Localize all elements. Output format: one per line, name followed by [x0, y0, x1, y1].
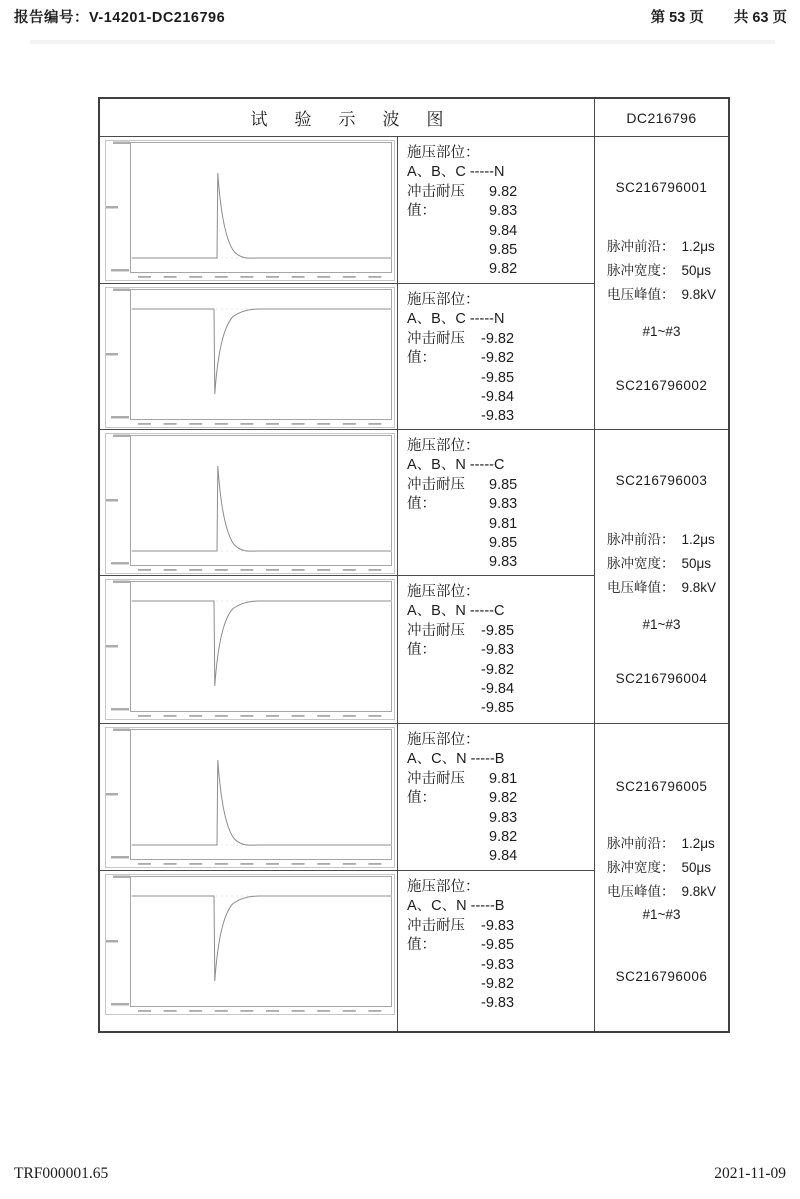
applied-terminals: A、B、C -----N	[407, 311, 505, 328]
applied-terminals: A、B、C -----N	[407, 164, 505, 181]
table-title: 试验示波图	[250, 110, 471, 129]
impulse-values	[481, 330, 515, 427]
table-title-cell	[100, 99, 594, 137]
oscillogram-waveform-3	[105, 433, 395, 574]
impulse-value: -9.85	[481, 622, 515, 639]
pulse-width-value: 50μs	[681, 860, 712, 875]
impulse-values	[489, 476, 517, 573]
pulse-width-value: 50μs	[681, 556, 712, 571]
report-number: 报告编号：V-14201-DC216796	[14, 10, 226, 26]
pulse-front-label: 脉冲前沿：	[607, 532, 675, 547]
impulse-value: 9.82	[489, 183, 518, 200]
voltage-peak-value: 9.8kV	[681, 884, 717, 899]
pulse-front-value: 1.2μs	[681, 239, 715, 254]
applied-label: 施压部位：	[407, 732, 480, 748]
page-current: 第 53 页	[650, 10, 704, 26]
oscillogram-cell-4	[100, 576, 397, 724]
impulse-value: -9.85	[481, 700, 515, 717]
oscillogram-id-top: SC216796001	[615, 180, 708, 195]
pulse-front-value: 1.2μs	[681, 836, 715, 851]
applied-terminals: A、C、N -----B	[407, 898, 505, 915]
impulse-value: 9.83	[489, 809, 518, 826]
oscillogram-waveform-4	[105, 579, 395, 720]
impulse-value: -9.82	[481, 330, 515, 347]
voltage-peak-label: 电压峰值：	[607, 287, 675, 302]
impulse-value: -9.82	[481, 975, 515, 992]
impulse-values-label: 冲击耐压值：	[407, 183, 465, 220]
unit-group: #1~#3	[642, 907, 681, 922]
footer-doc-code: TRF000001.65	[14, 1165, 109, 1182]
impulse-value: -9.84	[481, 680, 515, 697]
impulse-value: -9.84	[481, 388, 515, 405]
impulse-value: 9.82	[489, 790, 518, 807]
page-indicator	[651, 6, 787, 27]
pulse-width-label: 脉冲宽度：	[607, 556, 675, 571]
applied-terminals: A、C、N -----B	[407, 751, 505, 768]
footer-date: 2021-11-09	[714, 1165, 786, 1182]
impulse-value: 9.83	[489, 554, 518, 571]
impulse-value: -9.85	[481, 937, 515, 954]
doc-number-cell	[594, 99, 728, 137]
oscillogram-cell-6	[100, 871, 397, 1031]
info-cell-1	[594, 137, 728, 430]
impulse-value: 9.83	[489, 203, 518, 220]
oscillogram-cell-3	[100, 430, 397, 576]
oscillogram-id-top: SC216796003	[615, 473, 708, 488]
oscillogram-id-bottom: SC216796004	[615, 671, 708, 686]
impulse-value: 9.85	[489, 476, 518, 493]
unit-group: #1~#3	[642, 324, 681, 339]
impulse-values	[481, 622, 515, 719]
pulse-width-label: 脉冲宽度：	[607, 263, 675, 278]
impulse-value: -9.85	[481, 369, 515, 386]
impulse-value: 9.84	[489, 848, 518, 865]
pulse-front-line	[607, 235, 728, 255]
voltage-peak-line	[607, 576, 728, 596]
pulse-width-label: 脉冲宽度：	[607, 860, 675, 875]
impulse-values	[481, 917, 515, 1014]
impulse-value: 9.81	[489, 770, 518, 787]
applied-label: 施压部位：	[407, 584, 480, 600]
pulse-width-line	[607, 856, 728, 876]
applied-terminals: A、B、N -----C	[407, 457, 505, 474]
impulse-values-label: 冲击耐压值：	[407, 476, 465, 513]
voltage-peak-value: 9.8kV	[681, 287, 717, 302]
pulse-front-label: 脉冲前沿：	[607, 836, 675, 851]
pulse-front-line	[607, 832, 728, 852]
test-text-cell-4	[397, 576, 594, 724]
impulse-value: -9.83	[481, 995, 515, 1012]
impulse-value: 9.85	[489, 534, 518, 551]
impulse-values	[489, 183, 517, 280]
applied-label: 施压部位：	[407, 145, 480, 161]
page-total: 共 63 页	[733, 10, 787, 26]
impulse-values-label: 冲击耐压值：	[407, 330, 465, 367]
impulse-value: 9.83	[489, 496, 518, 513]
oscillogram-waveform-6	[105, 874, 395, 1015]
oscillogram-table	[98, 97, 730, 1033]
pulse-front-line	[607, 528, 728, 548]
unit-group: #1~#3	[642, 617, 681, 632]
impulse-value: 9.82	[489, 828, 518, 845]
voltage-peak-line	[607, 283, 728, 303]
impulse-value: -9.83	[481, 917, 515, 934]
impulse-values-label: 冲击耐压值：	[407, 622, 465, 659]
impulse-values-label: 冲击耐压值：	[407, 770, 465, 807]
impulse-value: -9.83	[481, 408, 515, 425]
info-cell-3	[594, 724, 728, 1031]
pulse-front-value: 1.2μs	[681, 532, 715, 547]
impulse-value: -9.83	[481, 642, 515, 659]
oscillogram-waveform-1	[105, 140, 395, 281]
impulse-values-label: 冲击耐压值：	[407, 917, 465, 954]
impulse-value: -9.82	[481, 661, 515, 678]
test-text-cell-3	[397, 430, 594, 576]
oscillogram-cell-2	[100, 284, 397, 430]
oscillogram-id-bottom: SC216796002	[615, 378, 708, 393]
applied-label: 施压部位：	[407, 292, 480, 308]
test-text-cell-1	[397, 137, 594, 284]
oscillogram-waveform-2	[105, 287, 395, 428]
info-cell-2	[594, 430, 728, 724]
oscillogram-cell-5	[100, 724, 397, 871]
scan-artifact-band	[30, 40, 775, 44]
pulse-front-label: 脉冲前沿：	[607, 239, 675, 254]
applied-terminals: A、B、N -----C	[407, 603, 505, 620]
impulse-value: -9.82	[481, 350, 515, 367]
applied-label: 施压部位：	[407, 438, 480, 454]
pulse-width-line	[607, 552, 728, 572]
test-text-cell-5	[397, 724, 594, 871]
impulse-value: 9.85	[489, 241, 518, 258]
voltage-peak-label: 电压峰值：	[607, 884, 675, 899]
impulse-values	[489, 770, 517, 867]
voltage-peak-value: 9.8kV	[681, 580, 717, 595]
oscillogram-id-top: SC216796005	[615, 779, 708, 794]
test-text-cell-6	[397, 871, 594, 1031]
voltage-peak-line	[607, 880, 728, 900]
impulse-value: -9.83	[481, 956, 515, 973]
impulse-value: 9.81	[489, 515, 518, 532]
impulse-value: 9.82	[489, 261, 518, 278]
voltage-peak-label: 电压峰值：	[607, 580, 675, 595]
test-text-cell-2	[397, 284, 594, 430]
impulse-value: 9.84	[489, 222, 518, 239]
doc-number: DC216796	[626, 109, 697, 126]
oscillogram-cell-1	[100, 137, 397, 284]
oscillogram-waveform-5	[105, 727, 395, 868]
applied-label: 施压部位：	[407, 879, 480, 895]
oscillogram-id-bottom: SC216796006	[615, 969, 708, 984]
pulse-width-line	[607, 259, 728, 279]
pulse-width-value: 50μs	[681, 263, 712, 278]
